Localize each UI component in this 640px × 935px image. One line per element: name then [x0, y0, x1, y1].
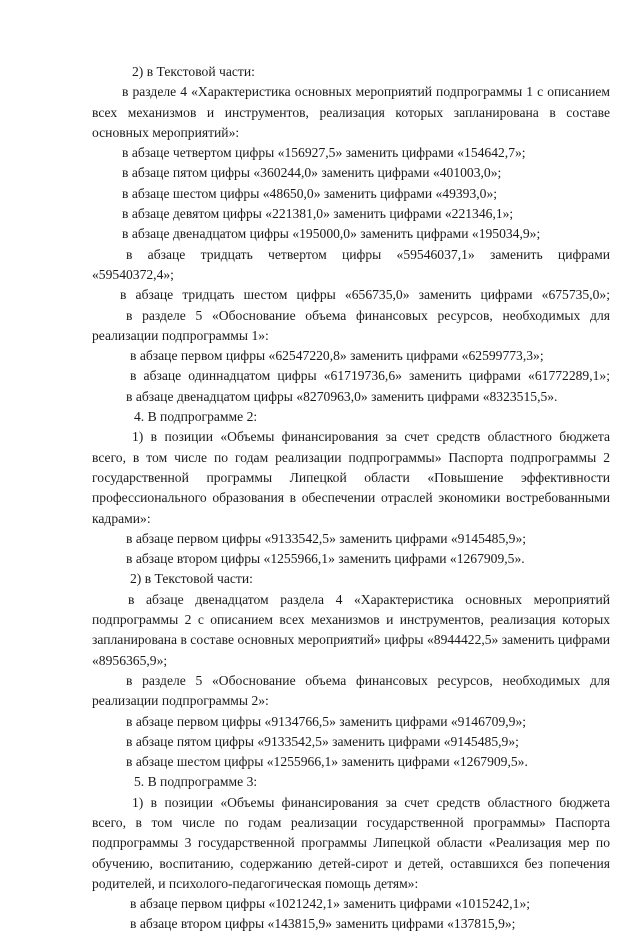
paragraph: в абзаце двенадцатом цифры «8270963,0» заменить цифрами «8323515,5». [126, 388, 558, 404]
paragraph: в абзаце пятом цифры «360244,0» заменить цифрами «401003,0»; [122, 165, 502, 181]
paragraph: 1) в позиции «Объемы финансирования за счет средств областного бюджета всего, в том числе по годам реализации подпрограммы» Паспорта подпрограммы 2 государственной программы Липецкой области «Повышение эффективности профессионального образования в обеспечении отраслей экономики востребованными кадрами»: [92, 429, 610, 526]
paragraph: в абзаце тридцать шестом цифры «656735,0» заменить цифрами «675735,0»; [120, 287, 610, 303]
paragraph: в абзаце втором цифры «1255966,1» заменить цифрами «1267909,5». [126, 551, 525, 567]
paragraph: в абзаце двенадцатом цифры «195000,0» заменить цифрами «195034,9»; [122, 226, 541, 242]
paragraph: 2) в Текстовой части: [130, 571, 253, 587]
paragraph: в абзаце втором цифры «143815,9» заменить цифрами «137815,9»; [130, 916, 516, 932]
paragraph: в разделе 5 «Обоснование объема финансовых ресурсов, необходимых для реализации подпрограммы 1»: [92, 307, 610, 343]
paragraph: в абзаце шестом цифры «1255966,1» заменить цифрами «1267909,5». [126, 754, 528, 770]
paragraph: в абзаце четвертом цифры «156927,5» заменить цифрами «154642,7»; [122, 145, 526, 161]
paragraph: 2) в Текстовой части: [132, 64, 255, 79]
paragraph: в абзаце шестом цифры «48650,0» заменить цифрами «49393,0»; [122, 185, 498, 201]
paragraph: 1) в позиции «Объемы финансирования за счет средств областного бюджета всего, в том числе по годам реализации государственной программы» Паспорта подпрограммы 3 государственной программы Липецкой области «Реализация мер по обучению, воспитанию, содержанию детей-сирот и детей, оставшихся без попечения родителей, и психолого-педагогическая помощь детям»: [92, 794, 610, 891]
paragraph: в абзаце первом цифры «9133542,5» заменить цифрами «9145485,9»; [126, 530, 527, 546]
paragraph: в абзаце тридцать четвертом цифры «59546037,1» заменить цифрами «59540372,4»; [92, 246, 610, 282]
paragraph: в абзаце первом цифры «1021242,1» заменить цифрами «1015242,1»; [130, 896, 531, 912]
paragraph: 5. В подпрограмме 3: [134, 774, 258, 790]
paragraph: 4. В подпрограмме 2: [134, 409, 258, 425]
paragraph: в абзаце пятом цифры «9133542,5» заменить цифрами «9145485,9»; [126, 733, 519, 749]
paragraph: в абзаце первом цифры «9134766,5» заменить цифрами «9146709,9»; [126, 713, 527, 729]
paragraph: в абзаце девятом цифры «221381,0» заменить цифрами «221346,1»; [122, 206, 514, 222]
paragraph: в абзаце одиннадцатом цифры «61719736,6» заменить цифрами «61772289,1»; [130, 368, 610, 384]
paragraph: в разделе 4 «Характеристика основных мероприятий подпрограммы 1 с описанием всех механизмов и инструментов, реализация которых запланирована в составе основных мероприятий»: [92, 84, 610, 140]
paragraph: в абзаце двенадцатом раздела 4 «Характеристика основных мероприятий подпрограммы 2 с описанием всех механизмов и инструментов, реализация которых запланирована в составе основных мероприятий» цифры «8944422,5» заменить цифрами «8956365,9»; [92, 591, 610, 668]
paragraph: в разделе 5 «Обоснование объема финансовых ресурсов, необходимых для реализации подпрограммы 2»: [92, 672, 610, 709]
paragraph: в абзаце первом цифры «62547220,8» заменить цифрами «62599773,3»; [130, 348, 544, 364]
document-page [92, 62, 610, 932]
